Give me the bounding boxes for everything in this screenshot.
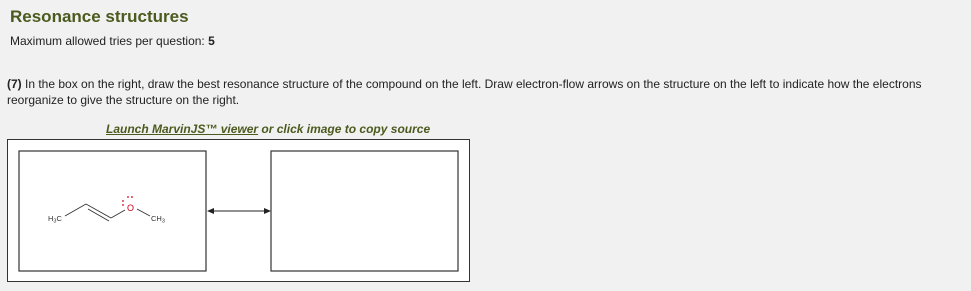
resonance-figure-image[interactable] — [7, 139, 470, 282]
methyl-right-label: $CH_3$ — [151, 214, 165, 225]
resonance-figure-svg — [8, 140, 469, 281]
viewer-suffix-text: or click image to copy source — [258, 122, 431, 136]
max-tries-text — [10, 34, 215, 48]
reactant-box — [19, 151, 206, 271]
resonance-arrow — [207, 208, 271, 214]
max-tries-value: 5 — [208, 34, 215, 48]
answer-box[interactable] — [271, 151, 458, 271]
launch-marvinjs-viewer-link[interactable]: Launch MarvinJS™ viewer — [106, 122, 259, 136]
methyl-left-label: $H_3C$ — [48, 214, 62, 225]
max-tries-label: Maximum allowed tries per question: — [10, 34, 209, 48]
question-body: In the box on the right, draw the best resonance structure of the compound on the left. Draw electron-flow arrows on the structure on the left to indicate how the electrons reorganize to give the structure on the right. — [7, 77, 922, 107]
oxygen-atom-label: O — [127, 203, 135, 213]
question-number: (7) — [7, 77, 22, 91]
question-text — [7, 76, 965, 108]
page-title: Resonance structures — [10, 7, 189, 26]
viewer-launch-line — [106, 122, 430, 136]
